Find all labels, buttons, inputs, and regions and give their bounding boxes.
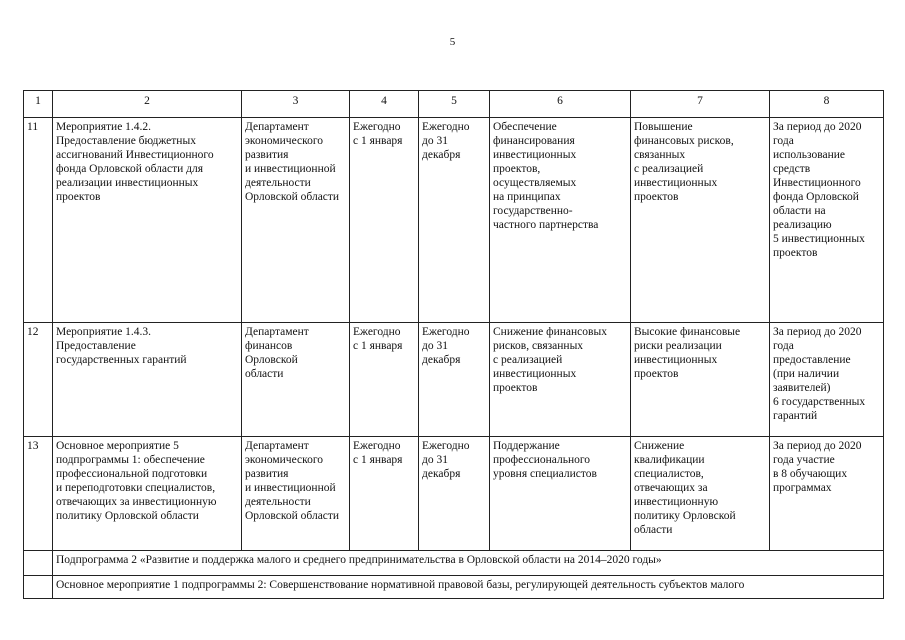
header-cell-5: 5 [419,91,490,118]
start-cell: Ежегодно с 1 января [350,323,419,437]
end-cell: Ежегодно до 31 декабря [419,437,490,551]
header-cell-6: 6 [490,91,631,118]
end-cell: Ежегодно до 31 декабря [419,118,490,323]
executor-cell: Департамент экономического развития и инвестиционной деятельности Орловской области [242,118,350,323]
row-number: 11 [24,118,53,323]
event-cell: Мероприятие 1.4.3. Предоставление государственных гарантий [53,323,242,437]
header-cell-1: 1 [24,91,53,118]
header-cell-8: 8 [770,91,884,118]
header-cell-3: 3 [242,91,350,118]
header-cell-4: 4 [350,91,419,118]
empty-number-cell [24,551,53,576]
result-cell: Снижение финансовых рисков, связанных с реализацией инвестиционных проектов [490,323,631,437]
row-number: 13 [24,437,53,551]
start-cell: Ежегодно с 1 января [350,437,419,551]
subprogram-title: Подпрограмма 2 «Развитие и поддержка малого и среднего предпринимательства в Орловской области на 2014–2020 годы» [53,551,884,576]
subprogram-row [24,551,884,576]
start-cell: Ежегодно с 1 января [350,118,419,323]
header-cell-2: 2 [53,91,242,118]
risks-cell: Высокие финансовые риски реализации инвестиционных проектов [631,323,770,437]
result-cell: Обеспечение финансирования инвестиционных проектов, осуществляемых на принципах государственно- частного партнерства [490,118,631,323]
result-cell: Поддержание профессионального уровня специалистов [490,437,631,551]
table-row [24,437,884,551]
page-number: 5 [449,36,456,48]
table-row [24,323,884,437]
empty-number-cell [24,576,53,599]
risks-cell: Снижение квалификации специалистов, отвечающих за инвестиционную политику Орловской области [631,437,770,551]
main-event-row [24,576,884,599]
measures-table [23,90,884,599]
event-cell: Мероприятие 1.4.2. Предоставление бюджетных ассигнований Инвестиционного фонда Орловской области для реализации инвестиционных проектов [53,118,242,323]
event-cell: Основное мероприятие 5 подпрограммы 1: обеспечение профессиональной подготовки и переподготовки специалистов, отвечающих за инвестиционную политику Орловской области [53,437,242,551]
end-cell: Ежегодно до 31 декабря [419,323,490,437]
table-row [24,118,884,323]
header-cell-7: 7 [631,91,770,118]
executor-cell: Департамент финансов Орловской области [242,323,350,437]
main-event-title: Основное мероприятие 1 подпрограммы 2: Совершенствование нормативной правовой базы, регулирующей деятельность субъектов малого [53,576,884,599]
indicator-cell: За период до 2020 года предоставление (при наличии заявителей) 6 государственных гарантий [770,323,884,437]
indicator-cell: За период до 2020 года участие в 8 обучающих программах [770,437,884,551]
indicator-cell: За период до 2020 года использование средств Инвестиционного фонда Орловской области на реализацию 5 инвестиционных проектов [770,118,884,323]
header-row [24,91,884,118]
risks-cell: Повышение финансовых рисков, связанных с реализацией инвестиционных проектов [631,118,770,323]
executor-cell: Департамент экономического развития и инвестиционной деятельности Орловской области [242,437,350,551]
row-number: 12 [24,323,53,437]
